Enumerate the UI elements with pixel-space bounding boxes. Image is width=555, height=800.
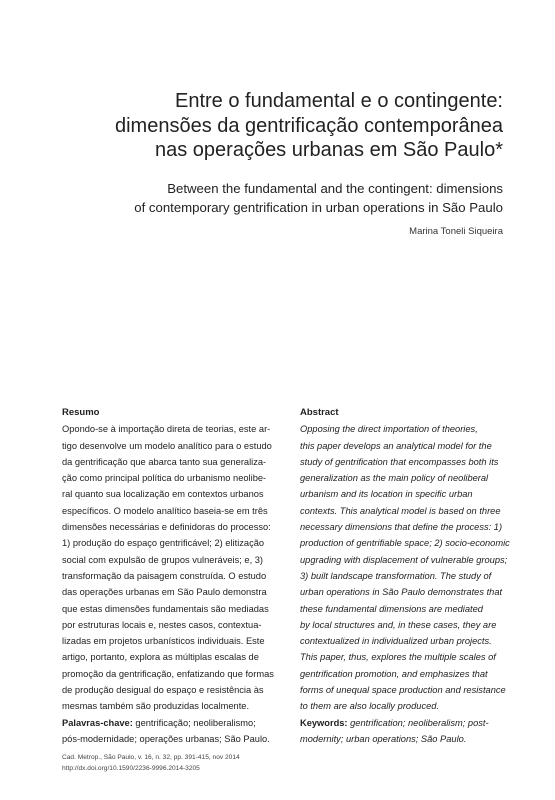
doi-link[interactable]: http://dx.doi.org/10.1590/2236-9996.2014-3205 [62, 764, 200, 772]
body-line: ral quanto sua localização em contextos urbanos [62, 489, 264, 500]
subtitle-line: of contemporary gentrification in urban operations in São Paulo [134, 199, 503, 215]
body-line: mesmas também são produzidas localmente. [62, 701, 250, 712]
body-line: contexts. This analytical model is based on three [300, 505, 501, 516]
body-line: artigo, portanto, explora as múltiplas escalas de [62, 652, 259, 663]
article-subtitle [40, 180, 503, 217]
body-line: generalization as the main policy of neoliberal [300, 473, 489, 484]
body-line: ção como principal política do urbanismo neolibe- [62, 473, 267, 484]
body-line: por estruturas locais e, nestes casos, contextua- [62, 619, 262, 630]
body-line: específicos. O modelo analítico baseia-se em três [62, 505, 268, 516]
body-line: que estas dimensões fundamentais são mediadas [62, 603, 269, 614]
body-line: production of gentrifiable space; 2) socio-economic [300, 538, 510, 549]
title-line: Entre o fundamental e o contingente: [174, 90, 503, 112]
body-line: these fundamental dimensions are mediated [300, 603, 483, 614]
body-line: promoção da gentrificação, enfatizando que formas [62, 668, 274, 679]
body-line: contextualized in individualized urban projects. [300, 636, 492, 647]
body-line: 3) built landscape transformation. The study of [300, 570, 492, 581]
body-line: gentrification promotion, and emphasizes that [300, 668, 488, 679]
body-line: upgrading with displacement of vulnerable groups; [300, 554, 508, 565]
title-line: nas operações urbanas em São Paulo* [154, 139, 503, 161]
abstract-section [300, 405, 510, 747]
body-line: dimensões necessárias e definidoras do processo: [62, 522, 271, 533]
body-line: This paper, thus, explores the multiple scales of [300, 652, 496, 663]
keywords-label: Palavras-chave: [62, 717, 133, 728]
body-line: Opposing the direct importation of theories, [300, 424, 478, 435]
body-line: study of gentrification that encompasses both its [300, 456, 499, 467]
body-line: social com expulsão de grupos vulneráveis; e, 3) [62, 554, 264, 565]
author-name: Marina Toneli Siqueira [409, 226, 503, 237]
body-line: necessary dimensions that define the process: 1) [300, 522, 503, 533]
abstract-body [300, 421, 510, 714]
resumo-keywords [62, 715, 279, 731]
body-line: tigo desenvolve um modelo analítico para o estudo [62, 440, 272, 451]
body-line: da gentrificação que abarca tanto sua generaliza- [62, 456, 267, 467]
body-line: de produção desigual do espaço e resistência às [62, 685, 264, 696]
footer [62, 753, 240, 774]
body-line: this paper develops an analytical model for the [300, 440, 492, 451]
subtitle-line: Between the fundamental and the contingent: dimensions [167, 181, 503, 196]
article-title [40, 89, 503, 163]
citation: Cad. Metrop., São Paulo, v. 16, n. 32, pp. 391-415, nov 2014 [62, 754, 240, 761]
keywords-text: gentrification; neoliberalism; post- [347, 717, 489, 728]
body-line: urbanism and its location in specific urban [300, 489, 473, 500]
keywords-text: modernity; urban operations; São Paulo. [300, 733, 467, 744]
body-line: das operações urbanas em São Paulo demonstra [62, 587, 267, 598]
body-line: 1) produção do espaço gentrificável; 2) elitização [62, 538, 265, 549]
abstract-heading: Abstract [300, 407, 339, 418]
body-line: forms of unequal space production and resistance [300, 685, 506, 696]
abstract-keywords [300, 715, 505, 731]
body-line: lizadas em projetos urbanísticos individuais. Este [62, 636, 265, 647]
body-line: urban operations in São Paulo demonstrates that [300, 587, 503, 598]
keywords-text: pós-modernidade; operações urbanas; São Paulo. [62, 733, 270, 744]
keywords-text: gentrificação; neoliberalismo; [132, 717, 256, 728]
resumo-body [62, 421, 279, 714]
resumo-heading: Resumo [62, 407, 100, 418]
title-line: dimensões da gentrificação contemporânea [114, 114, 503, 137]
body-line: Opondo-se à importação direta de teorias, este ar- [62, 424, 271, 435]
body-line: transformação da paisagem construída. O estudo [62, 570, 267, 581]
body-line: by local structures and, in these cases, they are [300, 619, 497, 630]
resumo-section [62, 405, 279, 747]
body-line: to them are also locally produced. [300, 701, 440, 712]
keywords-label: Keywords: [300, 717, 348, 728]
